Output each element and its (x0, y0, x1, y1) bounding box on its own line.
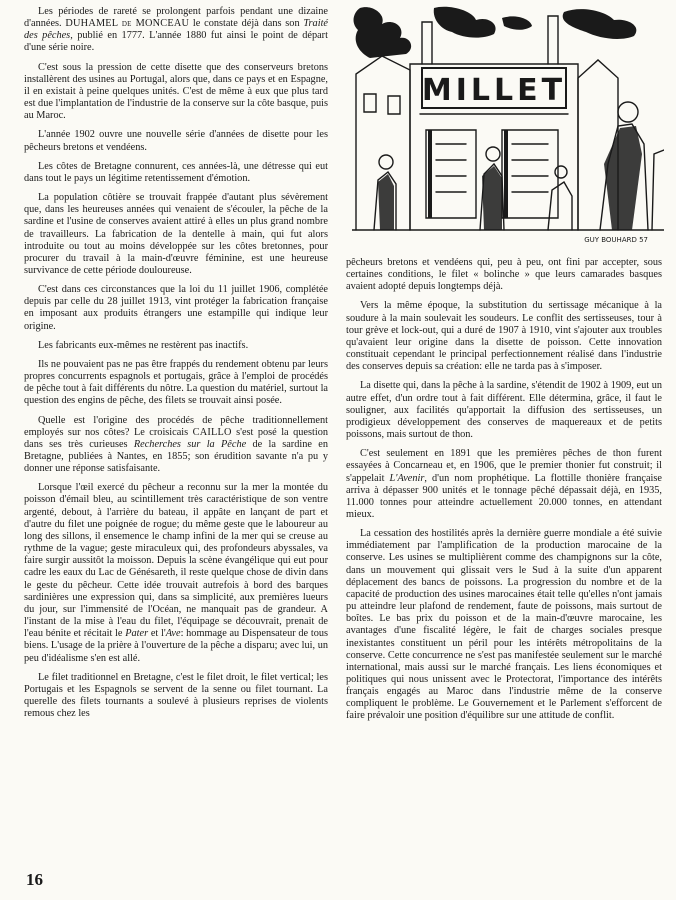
paragraph: Ils ne pouvaient pas ne pas être frappés du rendement obtenu par leurs propres concurrents espagnols et portugais, grâce à l'emploi de procédés de pêche tout à fait différents du nôtre. La question du matériel, surtout la question des engins de pêche, des filets se trouvait ainsi posée. (24, 358, 328, 407)
shop-sign-text: MILLET (421, 73, 567, 108)
cannery-street-illustration (352, 4, 664, 248)
paragraph: Les fabricants eux-mêmes ne restèrent pas inactifs. (38, 339, 249, 351)
right-column (346, 257, 662, 730)
paragraph: C'est seulement en 1891 que les premières pêches de thon furent essayées à Concarneau et, en 1906, que le premier thonier fut construit; il s'appelait L'Avenir, d'un nom prophétique. La flottille thonière française arriva à dépasser 900 unités et le tonnage pêché dépassait déjà, en 1935, 11.000 tonnes pour atteindre actuellement 20.000 tonnes, en attendant mieux. (346, 448, 662, 520)
paragraph: Les côtes de Bretagne connurent, ces années-là, une détresse qui eut dans tout le pays un légitime retentissement d'émotion. (24, 160, 328, 184)
paragraph: La cessation des hostilités après la dernière guerre mondiale a été suivie immédiatement par l'amplification de la production marocaine de la conserve. Les usines se multiplièrent comme des champignons sur la côte, dans un mouvement qui glissait vers le Sud à la suite d'un apparent déplacement des bancs de poissons. La progression du nombre et de la capacité de production des usines marocaines était telle qu'elles n'ont jamais pu atteindre leur plafond de rendement, faute de poissons, mais surtout de boîtes. Le bas prix du poisson et de la main-d'œuvre marocaine, les avantages d'une fiscalité légère, le fait de charges sociales presque inexistantes constituent un péril pour les intérêts métropolitains de la conserve. Cette concurrence ne s'est pas manifestée seulement sur le marché international, mais aussi sur le marché français. Les liens économiques et politiques qui nous unissent avec le Protectorat, l'importance des intérêts français engagés au Maroc dans l'industrie même de la conserve compliquent le problème. Le Gouvernement et le Parlement s'efforcent de faire prévaloir une position d'équilibre sur une attitude de conflit. (346, 528, 662, 722)
paragraph: Lorsque l'œil exercé du pêcheur a reconnu sur la mer la montée du poisson d'émail bleu, au scintillement très caractéristique de son ventre argenté, debout, à l'arrière du bateau, il appâte en lançant de part et d'autre du filet une poignée de rogue; du même geste que le laboureur au long des sillons, il ensemence le champ infini de la mer qui se creuse au rythme de la vague; geste miraculeux qui, des profondeurs abyssales, va faire surgir aussitôt la moisson. Depuis la scène évangélique qui eut pour cadre les eaux du Lac de Génésareth, il reste quelque chose de divin dans le geste du pêcheur. Cette idée trouvait autrefois à bord des barques sardinières une expression qui, dans sa simplicité, aux premières lueurs du jour, sur l'immensité de l'Océan, ne manquait pas de grandeur. A l'instant de la mise à l'eau du filet, l'équipage se découvrait, prenait de l'eau bénite et récitait le Pater et l'Ave: hommage au Dispensateur de tous biens. L'usage de la prière à l'ouverture de la pêche a disparu; avec lui, un peu d'idéalisme s'en est allé. (24, 482, 329, 664)
paragraph: Les périodes de rareté se prolongent parfois pendant une dizaine d'années. DUHAMEL de MONCEAU le constate déjà dans son Traité des pêches, publié en 1777. L'année 1880 fut ainsi le point de départ d'une série noire. (24, 6, 328, 54)
left-column (24, 6, 328, 727)
paragraph: Le filet traditionnel en Bretagne, c'est le filet droit, le filet vertical; les Portugais et les Espagnols se servent de la senne ou filet tournant. La querelle des filets tournants a soulevé à plusieurs reprises de violents remous chez les (24, 671, 328, 720)
book-title: Recherches sur la Pêche (133, 438, 247, 450)
artist-signature: GUY BOUHARD 57 (584, 236, 648, 244)
paragraph: La disette qui, dans la pêche à la sardine, s'étendit de 1902 à 1909, eut un autre effet, d'un ordre tout à fait différent. Elle détermina, grâce, il faut le souligner, aux facilités qu'apportait la diffusion des sertisseuses, un prodigieux développement des conserves de maquereaux et de petits poissons, mais surtout de thon. (346, 380, 662, 441)
author-name: DUHAMEL de MONCEAU (65, 18, 190, 30)
ship-name: L'Avenir (389, 472, 425, 484)
paragraph: Quelle est l'origine des procédés de pêche traditionnellement employés sur nos côtes? Le croisicais CAILLO s'est posé la question dans ses très curieuses Recherches sur la Pêche de la sardine en Bretagne, publiées à Nantes, en 1855; son érudition savante n'a pu y donner une réponse satisfaisante. (24, 414, 328, 475)
paragraph: Vers la même époque, la substitution du sertissage mécanique à la soudure à la main soulevait les soudeurs. Le conflit des sertisseuses, tour à tour grève et lock-out, qui a duré de 1907 à 1910, vint s'ajouter aux troubles qu'avaient leur origine dans la disette de poisson. Cette innovation constituait cependant le principal perfectionnement réalisé dans l'industrie des conserves depuis sa création: elle ne tarda pas à s'imposer. (346, 300, 662, 373)
author-name: CAILLO (192, 426, 232, 438)
page-number: 16 (26, 870, 43, 889)
paragraph: La population côtière se trouvait frappée d'autant plus sévèrement que, dans les heureuses années qui venaient de s'écouler, la pêche de la sardine et l'usine de conserves avaient attiré à elles un plus grand nombre de travailleurs. La fabrication de la dentelle à main, qui fut alors introduite ou tout au moins développée sur les côtes bretonnes, pour procurer du travail à la main-d'œuvre féminine, est une heureuse survivance de cette période douloureuse. (24, 192, 328, 276)
paragraph: C'est dans ces circonstances que la loi du 11 juillet 1906, complétée depuis par celle du 28 juillet 1913, vint protéger la fabrication française en imposant aux produits étrangers une estampille qui indique leur origine. (24, 284, 328, 332)
paragraph: L'année 1902 ouvre une nouvelle série d'années de disette pour les pêcheurs bretons et vendéens. (24, 129, 328, 153)
book-title: Traité des pêches (24, 18, 328, 42)
paragraph: pêcheurs bretons et vendéens qui, peu à peu, ont fini par accepter, sous certaines conditions, le filet « bolinche » que leurs camarades basques avaient adopté depuis longtemps déjà. (346, 257, 662, 293)
paragraph: C'est sous la pression de cette disette que des conserveurs bretons installèrent des usines au Portugal, alors que, dans ce pays et en Espagne, il en existait à peine quelques unités. C'est de même à eux que plus tard est due l'implantation de l'industrie de la conserve sur la côte basque, puis au Maroc. (24, 61, 328, 122)
